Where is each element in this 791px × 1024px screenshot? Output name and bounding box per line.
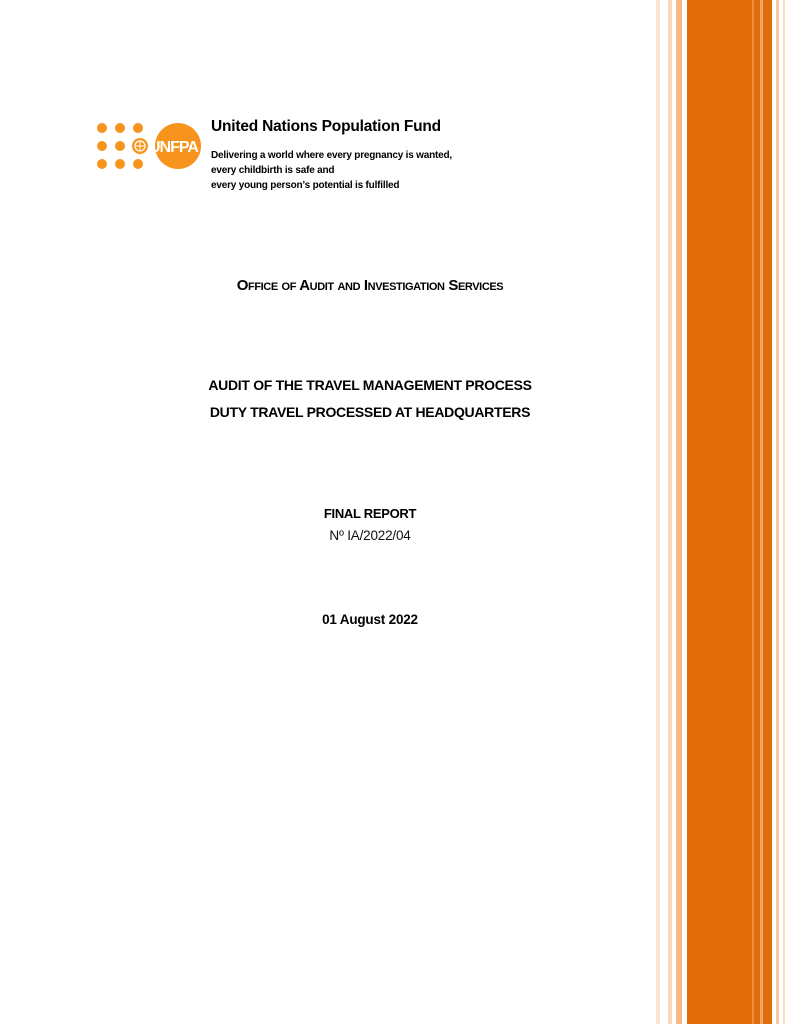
office-heading: Office of Audit and Investigation Services bbox=[236, 277, 504, 294]
unfpa-logo bbox=[96, 120, 202, 172]
audit-title-line-1: AUDIT OF THE TRAVEL MANAGEMENT PROCESS bbox=[208, 377, 532, 393]
decorative-stripe bbox=[676, 0, 682, 1024]
tagline-line: every childbirth is safe and bbox=[211, 165, 335, 176]
decorative-stripe bbox=[783, 0, 785, 1024]
organization-tagline bbox=[211, 148, 631, 193]
decorative-stripe bbox=[656, 0, 660, 1024]
decorative-stripe bbox=[668, 0, 672, 1024]
logo-wordmark: UNFPA bbox=[149, 139, 198, 156]
decorative-stripe bbox=[752, 0, 754, 1024]
report-date: 01 August 2022 bbox=[322, 612, 418, 627]
audit-title bbox=[150, 372, 590, 426]
un-emblem-icon bbox=[132, 138, 148, 154]
organization-name: United Nations Population Fund bbox=[211, 118, 441, 135]
report-type: FINAL REPORT bbox=[323, 506, 417, 521]
report-number: Nº IA/2022/04 bbox=[329, 528, 411, 543]
decorative-stripe bbox=[772, 0, 791, 1024]
decorative-stripe bbox=[776, 0, 779, 1024]
tagline-line: Delivering a world where every pregnancy is wanted, bbox=[211, 150, 453, 161]
decorative-stripe bbox=[760, 0, 763, 1024]
organization-header bbox=[211, 118, 631, 193]
tagline-line: every young person’s potential is fulfilled bbox=[211, 180, 400, 191]
audit-title-line-2: DUTY TRAVEL PROCESSED AT HEADQUARTERS bbox=[209, 404, 531, 420]
